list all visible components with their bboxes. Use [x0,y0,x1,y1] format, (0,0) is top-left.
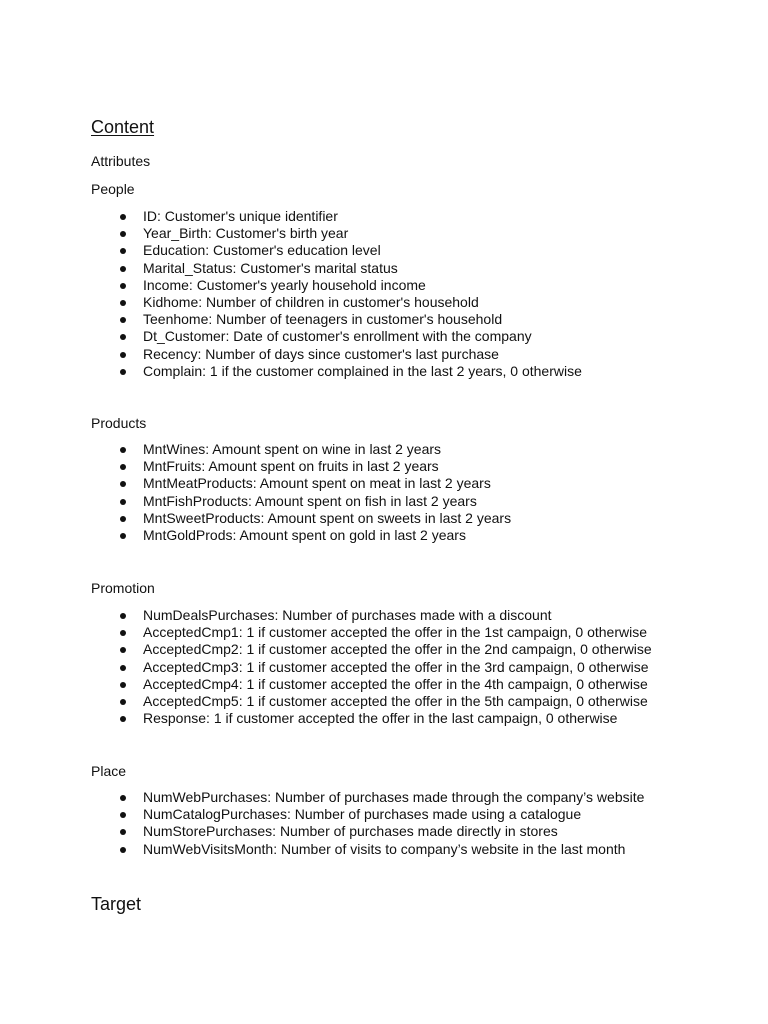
list-item-text: MntGoldProds: Amount spent on gold in last 2 years [143,526,466,543]
list-item-text: MntFruits: Amount spent on fruits in last 2 years [143,458,439,475]
target-heading: Target [91,894,142,914]
list-item [0,475,511,492]
bullet-icon [120,464,126,470]
list-item-text: Complain: 1 if the customer complained in the last 2 years, 0 otherwise [143,362,582,379]
list-item [0,510,511,527]
list-item [0,527,511,544]
list-item [0,806,644,823]
bullet-icon [120,352,126,358]
bullet-icon [120,516,126,522]
bullet-icon [120,613,126,619]
bullet-icon [120,533,126,539]
bullet-icon [120,812,126,818]
products-label: Products [91,415,147,431]
list-item [0,242,582,259]
place-label: Place [91,763,127,779]
list-item [0,260,582,277]
list-item [0,208,582,225]
bullet-icon [120,334,126,340]
bullet-icon [120,630,126,636]
bullet-icon [120,647,126,653]
list-item-text: MntFishProducts: Amount spent on fish in last 2 years [143,492,477,509]
list-item-text: Income: Customer's yearly household income [143,276,426,293]
bullet-icon [120,300,126,306]
bullet-icon [120,248,126,254]
list-item [0,225,582,242]
bullet-icon [120,317,126,323]
promotion-list [0,607,652,727]
list-item-text: NumWebVisitsMonth: Number of visits to company’s website in the last month [143,840,626,857]
bullet-icon [120,214,126,220]
bullet-icon [120,231,126,237]
list-item-text: AcceptedCmp2: 1 if customer accepted the offer in the 2nd campaign, 0 otherwise [143,641,652,658]
list-item [0,277,582,294]
bullet-icon [120,665,126,671]
list-item [0,328,582,345]
bullet-icon [120,266,126,272]
bullet-icon [120,795,126,801]
list-item [0,441,511,458]
list-item-text: ID: Customer's unique identifier [143,208,338,224]
list-item-text: AcceptedCmp4: 1 if customer accepted the offer in the 4th campaign, 0 otherwise [143,675,648,692]
list-item-text: AcceptedCmp3: 1 if customer accepted the offer in the 3rd campaign, 0 otherwise [143,658,649,675]
people-list [0,208,582,380]
list-item [0,363,582,380]
list-item [0,493,511,510]
list-item [0,641,652,658]
bullet-icon [120,283,126,289]
list-item-text: Dt_Customer: Date of customer's enrollment with the company [143,328,532,345]
list-item [0,294,582,311]
bullet-icon [120,699,126,705]
list-item-text: MntWines: Amount spent on wine in last 2 years [143,441,442,457]
list-item-text: Teenhome: Number of teenagers in customer's household [143,311,503,328]
attributes-label: Attributes [91,153,151,169]
list-item [0,823,644,840]
bullet-icon [120,716,126,722]
list-item [0,693,652,710]
bullet-icon [120,369,126,375]
people-label: People [91,181,135,197]
products-list [0,441,511,544]
list-item [0,676,652,693]
place-list [0,789,644,858]
list-item-text: MntMeatProducts: Amount spent on meat in last 2 years [143,475,491,492]
list-item-text: Education: Customer's education level [143,242,381,259]
list-item [0,841,644,858]
list-item [0,346,582,363]
list-item [0,607,652,624]
list-item-text: Recency: Number of days since customer's last purchase [143,345,499,362]
bullet-icon [120,829,126,835]
list-item-text: NumStorePurchases: Number of purchases made directly in stores [143,823,558,840]
list-item-text: NumWebPurchases: Number of purchases made through the company’s website [143,789,645,805]
bullet-icon [120,847,126,853]
list-item [0,311,582,328]
list-item-text: Year_Birth: Customer's birth year [143,225,349,242]
list-item [0,789,644,806]
list-item-text: MntSweetProducts: Amount spent on sweets in last 2 years [143,509,512,526]
list-item-text: Response: 1 if customer accepted the offer in the last campaign, 0 otherwise [143,710,618,727]
list-item-text: NumCatalogPurchases: Number of purchases made using a catalogue [143,806,582,823]
promotion-label: Promotion [91,580,155,596]
bullet-icon [120,682,126,688]
list-item [0,624,652,641]
list-item-text: AcceptedCmp5: 1 if customer accepted the offer in the 5th campaign, 0 otherwise [143,692,648,709]
list-item [0,659,652,676]
list-item [0,710,652,727]
bullet-icon [120,481,126,487]
bullet-icon [120,447,126,453]
list-item-text: Kidhome: Number of children in customer's household [143,293,479,310]
list-item-text: AcceptedCmp1: 1 if customer accepted the offer in the 1st campaign, 0 otherwise [143,624,648,641]
content-heading: Content [91,117,155,137]
list-item-text: Marital_Status: Customer's marital status [143,259,398,276]
list-item-text: NumDealsPurchases: Number of purchases made with a discount [143,607,552,623]
bullet-icon [120,499,126,505]
list-item [0,458,511,475]
